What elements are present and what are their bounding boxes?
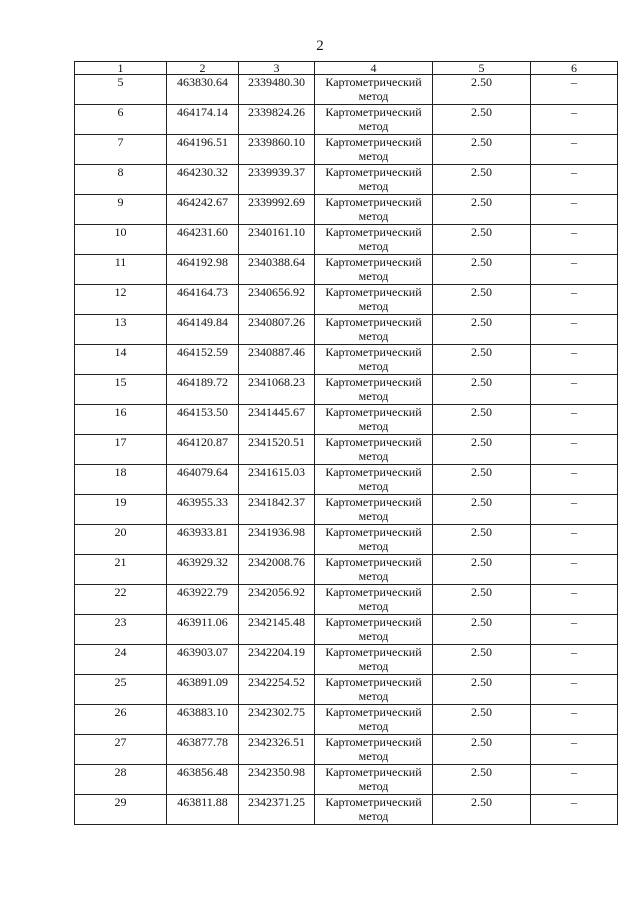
accuracy-cell: 2.50 (433, 735, 531, 765)
method-cell: Картометрический метод (315, 315, 433, 345)
accuracy-cell: 2.50 (433, 165, 531, 195)
description-cell: – (531, 465, 618, 495)
table-row (75, 795, 618, 825)
point-number-cell: 6 (75, 105, 167, 135)
accuracy-cell: 2.50 (433, 465, 531, 495)
description-cell: – (531, 315, 618, 345)
method-cell: Картометрический метод (315, 765, 433, 795)
x-coordinate-cell: 463903.07 (167, 645, 239, 675)
y-coordinate-cell: 2341520.51 (239, 435, 315, 465)
accuracy-cell: 2.50 (433, 225, 531, 255)
table-row (75, 285, 618, 315)
y-coordinate-cell: 2340887.46 (239, 345, 315, 375)
page-number: 2 (316, 38, 324, 54)
method-cell: Картометрический метод (315, 405, 433, 435)
description-cell: – (531, 165, 618, 195)
accuracy-cell: 2.50 (433, 195, 531, 225)
y-coordinate-cell: 2342008.76 (239, 555, 315, 585)
point-number-cell: 24 (75, 645, 167, 675)
point-number-cell: 20 (75, 525, 167, 555)
x-coordinate-cell: 464174.14 (167, 105, 239, 135)
method-cell: Картометрический метод (315, 435, 433, 465)
y-coordinate-cell: 2341842.37 (239, 495, 315, 525)
accuracy-cell: 2.50 (433, 315, 531, 345)
method-cell: Картометрический метод (315, 585, 433, 615)
method-cell: Картометрический метод (315, 105, 433, 135)
method-cell: Картометрический метод (315, 285, 433, 315)
description-cell: – (531, 255, 618, 285)
y-coordinate-cell: 2341936.98 (239, 525, 315, 555)
x-coordinate-cell: 464152.59 (167, 345, 239, 375)
accuracy-cell: 2.50 (433, 645, 531, 675)
description-cell: – (531, 405, 618, 435)
accuracy-cell: 2.50 (433, 135, 531, 165)
table-row (75, 225, 618, 255)
method-cell: Картометрический метод (315, 135, 433, 165)
point-number-cell: 12 (75, 285, 167, 315)
y-coordinate-cell: 2342204.19 (239, 645, 315, 675)
description-cell: – (531, 645, 618, 675)
y-coordinate-cell: 2342326.51 (239, 735, 315, 765)
table-row (75, 705, 618, 735)
x-coordinate-cell: 464231.60 (167, 225, 239, 255)
description-cell: – (531, 555, 618, 585)
header-cell-4: 4 (315, 62, 433, 75)
table-row (75, 105, 618, 135)
header-cell-5: 5 (433, 62, 531, 75)
x-coordinate-cell: 463922.79 (167, 585, 239, 615)
description-cell: – (531, 495, 618, 525)
y-coordinate-cell: 2341445.67 (239, 405, 315, 435)
y-coordinate-cell: 2342145.48 (239, 615, 315, 645)
accuracy-cell: 2.50 (433, 375, 531, 405)
description-cell: – (531, 375, 618, 405)
description-cell: – (531, 345, 618, 375)
header-cell-6: 6 (531, 62, 618, 75)
coordinates-table (74, 61, 618, 825)
y-coordinate-cell: 2339860.10 (239, 135, 315, 165)
y-coordinate-cell: 2341615.03 (239, 465, 315, 495)
description-cell: – (531, 285, 618, 315)
point-number-cell: 26 (75, 705, 167, 735)
x-coordinate-cell: 464164.73 (167, 285, 239, 315)
x-coordinate-cell: 463911.06 (167, 615, 239, 645)
point-number-cell: 13 (75, 315, 167, 345)
method-cell: Картометрический метод (315, 195, 433, 225)
x-coordinate-cell: 464149.84 (167, 315, 239, 345)
y-coordinate-cell: 2339992.69 (239, 195, 315, 225)
method-cell: Картометрический метод (315, 465, 433, 495)
x-coordinate-cell: 463891.09 (167, 675, 239, 705)
table-row (75, 615, 618, 645)
header-cell-1: 1 (75, 62, 167, 75)
point-number-cell: 25 (75, 675, 167, 705)
description-cell: – (531, 75, 618, 105)
header-cell-3: 3 (239, 62, 315, 75)
point-number-cell: 8 (75, 165, 167, 195)
accuracy-cell: 2.50 (433, 585, 531, 615)
point-number-cell: 18 (75, 465, 167, 495)
accuracy-cell: 2.50 (433, 75, 531, 105)
description-cell: – (531, 195, 618, 225)
y-coordinate-cell: 2342350.98 (239, 765, 315, 795)
table-row (75, 315, 618, 345)
method-cell: Картометрический метод (315, 225, 433, 255)
point-number-cell: 9 (75, 195, 167, 225)
method-cell: Картометрический метод (315, 525, 433, 555)
accuracy-cell: 2.50 (433, 495, 531, 525)
point-number-cell: 22 (75, 585, 167, 615)
accuracy-cell: 2.50 (433, 285, 531, 315)
header-row (75, 62, 618, 75)
x-coordinate-cell: 464120.87 (167, 435, 239, 465)
description-cell: – (531, 795, 618, 825)
table-row (75, 405, 618, 435)
accuracy-cell: 2.50 (433, 765, 531, 795)
method-cell: Картометрический метод (315, 345, 433, 375)
accuracy-cell: 2.50 (433, 525, 531, 555)
table-row (75, 495, 618, 525)
x-coordinate-cell: 464196.51 (167, 135, 239, 165)
x-coordinate-cell: 464242.67 (167, 195, 239, 225)
x-coordinate-cell: 464153.50 (167, 405, 239, 435)
x-coordinate-cell: 463830.64 (167, 75, 239, 105)
x-coordinate-cell: 464230.32 (167, 165, 239, 195)
point-number-cell: 15 (75, 375, 167, 405)
accuracy-cell: 2.50 (433, 555, 531, 585)
table-row (75, 735, 618, 765)
accuracy-cell: 2.50 (433, 435, 531, 465)
point-number-cell: 10 (75, 225, 167, 255)
y-coordinate-cell: 2340161.10 (239, 225, 315, 255)
description-cell: – (531, 615, 618, 645)
x-coordinate-cell: 463856.48 (167, 765, 239, 795)
point-number-cell: 23 (75, 615, 167, 645)
y-coordinate-cell: 2340807.26 (239, 315, 315, 345)
x-coordinate-cell: 463933.81 (167, 525, 239, 555)
method-cell: Картометрический метод (315, 675, 433, 705)
method-cell: Картометрический метод (315, 615, 433, 645)
method-cell: Картометрический метод (315, 75, 433, 105)
accuracy-cell: 2.50 (433, 675, 531, 705)
accuracy-cell: 2.50 (433, 705, 531, 735)
accuracy-cell: 2.50 (433, 795, 531, 825)
method-cell: Картометрический метод (315, 495, 433, 525)
table-row (75, 345, 618, 375)
description-cell: – (531, 525, 618, 555)
table-row (75, 165, 618, 195)
x-coordinate-cell: 464192.98 (167, 255, 239, 285)
method-cell: Картометрический метод (315, 255, 433, 285)
accuracy-cell: 2.50 (433, 105, 531, 135)
table-row (75, 525, 618, 555)
table-row (75, 585, 618, 615)
y-coordinate-cell: 2342302.75 (239, 705, 315, 735)
point-number-cell: 17 (75, 435, 167, 465)
table-row (75, 75, 618, 105)
table-row (75, 375, 618, 405)
y-coordinate-cell: 2342056.92 (239, 585, 315, 615)
point-number-cell: 21 (75, 555, 167, 585)
method-cell: Картометрический метод (315, 555, 433, 585)
point-number-cell: 27 (75, 735, 167, 765)
description-cell: – (531, 135, 618, 165)
x-coordinate-cell: 463811.88 (167, 795, 239, 825)
table-row (75, 255, 618, 285)
method-cell: Картометрический метод (315, 705, 433, 735)
description-cell: – (531, 735, 618, 765)
method-cell: Картометрический метод (315, 645, 433, 675)
point-number-cell: 5 (75, 75, 167, 105)
accuracy-cell: 2.50 (433, 615, 531, 645)
method-cell: Картометрический метод (315, 375, 433, 405)
table-row (75, 135, 618, 165)
description-cell: – (531, 435, 618, 465)
accuracy-cell: 2.50 (433, 255, 531, 285)
description-cell: – (531, 585, 618, 615)
description-cell: – (531, 105, 618, 135)
y-coordinate-cell: 2340656.92 (239, 285, 315, 315)
table-row (75, 195, 618, 225)
point-number-cell: 14 (75, 345, 167, 375)
method-cell: Картометрический метод (315, 795, 433, 825)
x-coordinate-cell: 463955.33 (167, 495, 239, 525)
point-number-cell: 19 (75, 495, 167, 525)
table-row (75, 555, 618, 585)
y-coordinate-cell: 2339824.26 (239, 105, 315, 135)
y-coordinate-cell: 2340388.64 (239, 255, 315, 285)
point-number-cell: 29 (75, 795, 167, 825)
table-row (75, 675, 618, 705)
method-cell: Картометрический метод (315, 735, 433, 765)
table-row (75, 645, 618, 675)
method-cell: Картометрический метод (315, 165, 433, 195)
y-coordinate-cell: 2341068.23 (239, 375, 315, 405)
y-coordinate-cell: 2339480.30 (239, 75, 315, 105)
x-coordinate-cell: 464079.64 (167, 465, 239, 495)
point-number-cell: 11 (75, 255, 167, 285)
y-coordinate-cell: 2339939.37 (239, 165, 315, 195)
y-coordinate-cell: 2342254.52 (239, 675, 315, 705)
description-cell: – (531, 675, 618, 705)
x-coordinate-cell: 464189.72 (167, 375, 239, 405)
table-body (75, 75, 618, 825)
description-cell: – (531, 765, 618, 795)
accuracy-cell: 2.50 (433, 345, 531, 375)
accuracy-cell: 2.50 (433, 405, 531, 435)
point-number-cell: 16 (75, 405, 167, 435)
point-number-cell: 7 (75, 135, 167, 165)
header-cell-2: 2 (167, 62, 239, 75)
x-coordinate-cell: 463877.78 (167, 735, 239, 765)
description-cell: – (531, 225, 618, 255)
table-row (75, 435, 618, 465)
point-number-cell: 28 (75, 765, 167, 795)
table-row (75, 465, 618, 495)
description-cell: – (531, 705, 618, 735)
x-coordinate-cell: 463883.10 (167, 705, 239, 735)
x-coordinate-cell: 463929.32 (167, 555, 239, 585)
table-row (75, 765, 618, 795)
y-coordinate-cell: 2342371.25 (239, 795, 315, 825)
